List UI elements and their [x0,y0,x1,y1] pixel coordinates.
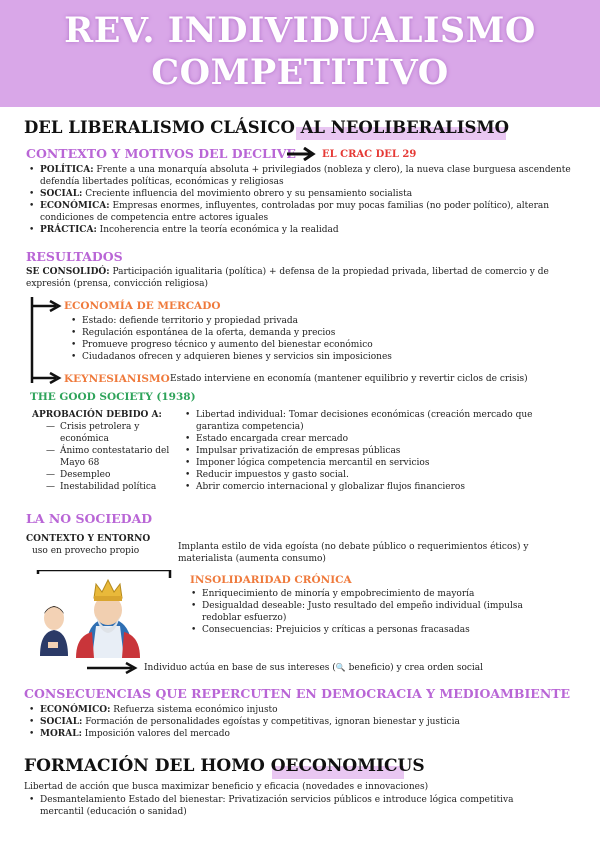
list-item: • Regulación espontánea de la oferta, demanda y precios [68,327,548,339]
consecuencias-list [26,704,576,740]
no-sociedad-heading: LA NO SOCIEDAD [26,511,153,526]
magnifier-icon: 🔍 [335,663,346,672]
economia-heading: ECONOMÍA DE MERCADO [64,300,221,312]
list-item: • Ciudadanos ofrecen y adquieren bienes y servicios sin imposiciones [68,351,548,363]
list-item: • Desmantelamiento Estado del bienestar: Privatización servicios públicos e introduce lógica competitiva mercantil (educación o sanidad) [26,794,516,818]
individuo-text: Individuo actúa en base de sus intereses (🔍 beneficio) y crea orden social [144,663,484,673]
section-heading-liberalismo: DEL LIBERALISMO CLÁSICO AL NEOLIBERALISMO [24,118,510,137]
illustration-person-and-king [36,570,176,662]
crac-label: EL CRAC DEL 29 [322,149,417,160]
contexto-list [26,164,576,236]
list-item: — Inestabilidad política [46,481,176,493]
list-item: • Imponer lógica competencia mercantil en servicios [182,457,577,469]
list-item: • Libertad individual: Tomar decisiones económicas (creación mercado que garantiza competencia) [182,409,577,433]
implanta-text: Implanta estilo de vida egoísta (no debate público o requerimientos éticos) y materialista (aumenta consumo) [178,542,529,564]
list-item: • Promueve progreso técnico y aumento del bienestar económico [68,339,548,351]
title-banner [0,0,600,107]
consecuencias-heading: CONSECUENCIAS QUE REPERCUTEN EN DEMOCRACIA Y MEDIOAMBIENTE [24,686,571,701]
arrow-right-icon [286,147,316,161]
aprobacion-label: APROBACIÓN DEBIDO A: [32,410,162,420]
list-item: • SOCIAL: Formación de personalidades egoístas y competitivas, ignoran bienestar y justicia [26,716,576,728]
list-item: • ECONÓMICO: Refuerza sistema económico injusto [26,704,576,716]
keynes-text: Estado interviene en economía (mantener equilibrio y revertir ciclos de crisis) [170,374,528,384]
keynes-heading: KEYNESIANISMO [64,373,170,385]
contexto-item: • PRÁCTICA: Incoherencia entre la teoría económica y la realidad [26,224,576,236]
list-item: • Desigualdad deseable: Justo resultado del empeño individual (impulsa redoblar esfuerzo) [188,600,548,624]
list-item: — Ánimo contestatario del Mayo 68 [46,445,176,469]
good-society-heading: THE GOOD SOCIETY (1938) [30,391,196,403]
insolidaridad-list [188,588,548,636]
page-title-line2: COMPETITIVO [151,52,449,93]
bracket-arrow-icon [28,296,64,386]
list-item: — Crisis petrolera y económica [46,421,176,445]
insolidaridad-heading: INSOLIDARIDAD CRÓNICA [190,574,352,586]
contexto-item: • POLÍTICA: Frente a una monarquía absoluta + privilegiados (nobleza y clero), la nueva clase burguesa ascendente defendía libertades políticas, económicas y religiosas [26,164,576,188]
list-item: • Estado: defiende territorio y propiedad privada [68,315,548,327]
page-title-line1: REV. INDIVIDUALISMO [64,10,536,51]
good-society-list [182,409,577,493]
list-item: • Consecuencias: Prejuicios y críticas a personas fracasadas [188,624,548,636]
economia-list [68,315,548,363]
contexto-entorno-sub: uso en provecho propio [32,546,140,556]
list-item: • Enriquecimiento de minoría y empobrecimiento de mayoría [188,588,548,600]
list-item: • Impulsar privatización de empresas públicas [182,445,577,457]
list-item: • Estado encargada crear mercado [182,433,577,445]
contexto-item: • ECONÓMICA: Empresas enormes, influyentes, controladas por muy pocas familias (no poder político), alteran condiciones de competencia entre actores iguales [26,200,576,224]
list-item: • Abrir comercio internacional y globalizar flujos financieros [182,481,577,493]
list-item: • MORAL: Imposición valores del mercado [26,728,576,740]
contexto-item: • SOCIAL: Creciente influencia del movimiento obrero y su pensamiento socialista [26,188,576,200]
homo-list [26,794,516,818]
consolido-text: SE CONSOLIDÓ: Participación igualitaria (política) + defensa de la propiedad privada, libertad de comercio y de expresión (prensa, convicción religiosa) [26,267,549,289]
contexto-heading: CONTEXTO Y MOTIVOS DEL DECLIVE [26,146,296,161]
aprobacion-list [46,421,176,493]
contexto-entorno-label: CONTEXTO Y ENTORNO [26,534,151,544]
list-item: — Desempleo [46,469,176,481]
resultados-heading: RESULTADOS [26,249,123,264]
homo-intro: Libertad de acción que busca maximizar beneficio y eficacia (novedades e innovaciones) [24,782,429,792]
list-item: • Reducir impuestos y gasto social. [182,469,577,481]
section-heading-homo-oeconomicus: FORMACIÓN DEL HOMO OECONOMICUS [24,756,425,776]
arrow-right-icon [86,661,138,675]
